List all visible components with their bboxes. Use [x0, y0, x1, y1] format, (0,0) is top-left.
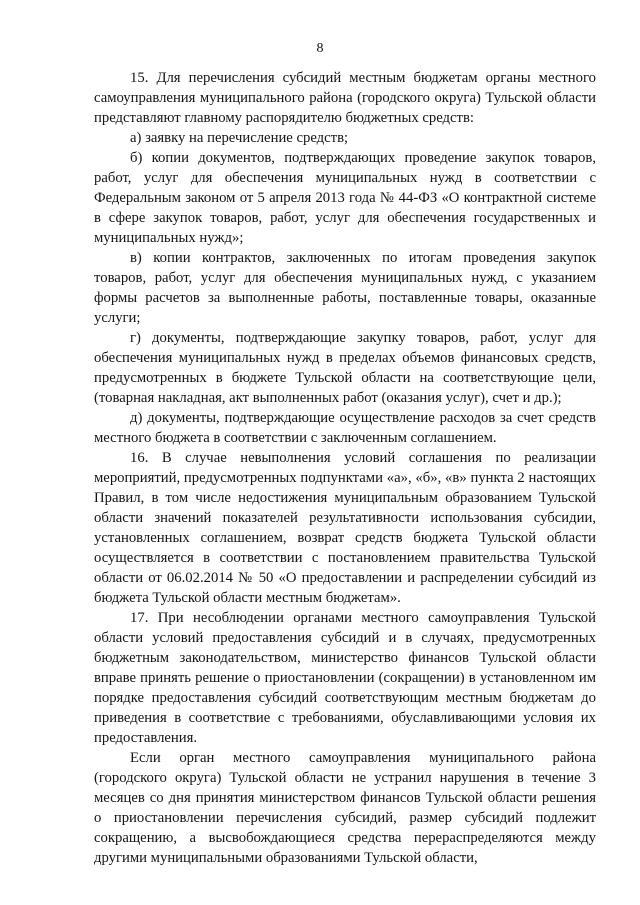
paragraph-17: 17. При несоблюдении органами местного самоуправления Тульской области условий предоставления субсидий и в случаях, предусмотренных бюджетным законодательством, министерство финансов Тульской области вправе принять решение о приостановлении (сокращении) в установленном им порядке предоставления субсидий соответствующим местным бюджетам до приведения в соответствие с требованиями, обуславливающими условия их предоставления.: [94, 610, 596, 746]
paragraph-15-intro: 15. Для перечисления субсидий местным бюджетам органы местного самоуправления муниципального района (городского округа) Тульской области представляют главному распорядителю бюджетных средств:: [94, 70, 596, 126]
page-number: 8: [316, 41, 324, 56]
paragraph-17-continuation: Если орган местного самоуправления муниципального района (городского округа) Тульской области не устранил нарушения в течение 3 месяцев со дня принятия министерством финансов Тульской области решения о приостановлении перечисления субсидий, размер субсидий подлежит сокращению, а высвобождающиеся средства перераспределяются между другими муниципальными образованиями Тульской области,: [94, 750, 596, 866]
list-item-v: в) копии контрактов, заключенных по итогам проведения закупок товаров, работ, услуг для обеспечения муниципальных нужд, с указанием формы расчетов за выполненные работы, поставленные товары, оказанные услуги;: [94, 250, 596, 326]
list-item-d: д) документы, подтверждающие осуществление расходов за счет средств местного бюджета в соответствии с заключенным соглашением.: [94, 410, 596, 446]
paragraph-16: 16. В случае невыполнения условий соглашения по реализации мероприятий, предусмотренных подпунктами «а», «б», «в» пункта 2 настоящих Правил, в том числе недостижения муниципальным образованием Тульской области значений показателей результативности использования субсидии, установленных соглашением, возврат средств бюджета Тульской области осуществляется в соответствии с постановлением правительства Тульской области от 06.02.2014 № 50 «О предоставлении и распределении субсидий из бюджета Тульской области местным бюджетам».: [94, 450, 596, 606]
document-body: [94, 68, 596, 868]
list-item-g: г) документы, подтверждающие закупку товаров, работ, услуг для обеспечения муниципальных нужд в пределах объемов финансовых средств, предусмотренных в бюджете Тульской области на соответствующие цели, (товарная накладная, акт выполненных работ (оказания услуг), счет и др.);: [94, 330, 596, 406]
list-item-a: а) заявку на перечисление средств;: [130, 130, 349, 146]
list-item-b: б) копии документов, подтверждающих проведение закупок товаров, работ, услуг для обеспечения муниципальных нужд в соответствии с Федеральным законом от 5 апреля 2013 года № 44-ФЗ «О контрактной системе в сфере закупок товаров, работ, услуг для обеспечения государственных и муниципальных нужд»;: [94, 150, 596, 246]
